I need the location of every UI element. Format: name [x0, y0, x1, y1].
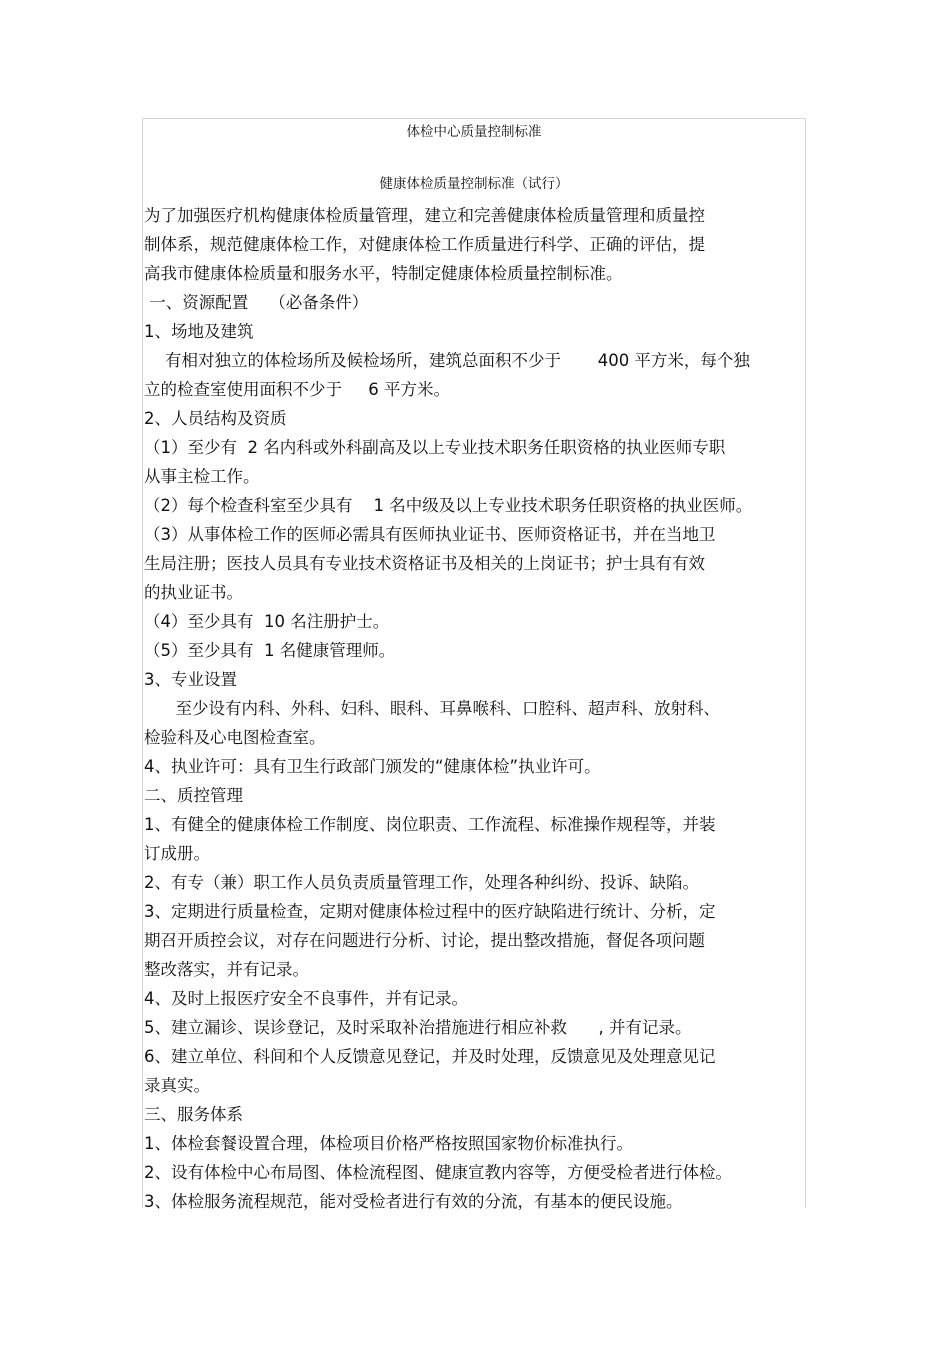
body-line: 立的检查室使用面积不少于 6 平方米。 [144, 380, 450, 399]
body-line: 至少设有内科、外科、妇科、眼科、耳鼻喉科、口腔科、超声科、放射科、 [144, 699, 720, 718]
body-line: 4、及时上报医疗安全不良事件，并有记录。 [144, 989, 468, 1008]
body-line: （2）每个检查科室至少具有 1 名中级及以上专业技术职务任职资格的执业医师。 [144, 496, 753, 515]
body-line: 2、设有体检中心布局图、体检流程图、健康宣教内容等，方便受检者进行体检。 [144, 1163, 732, 1182]
body-line: 高我市健康体检质量和服务水平，特制定健康体检质量控制标准。 [144, 264, 623, 283]
body-line: 的执业证书。 [144, 583, 243, 602]
body-line: 5、建立漏诊、误诊登记，及时采取补治措施进行相应补救 , 并有记录。 [144, 1018, 692, 1037]
body-line: 期召开质控会议，对存在问题进行分析、讨论，提出整改措施，督促各项问题 [144, 931, 705, 950]
body-line: （5）至少具有 1 名健康管理师。 [144, 641, 396, 660]
document-body [144, 201, 806, 1216]
body-line: 为了加强医疗机构健康体检质量管理，建立和完善健康体检质量管理和质量控 [144, 206, 705, 225]
subsection-heading: 2、人员结构及资质 [144, 409, 287, 428]
section-heading: 一、资源配置 （必备条件） [144, 293, 369, 312]
section-heading: 二、质控管理 [144, 786, 243, 805]
body-line: 从事主检工作。 [144, 467, 260, 486]
body-line: 有相对独立的体检场所及候检场所，建筑总面积不少于 400 平方米，每个独 [144, 351, 750, 370]
body-line: （1）至少有 2 名内科或外科副高及以上专业技术职务任职资格的执业医师专职 [144, 438, 726, 457]
body-line: 1、体检套餐设置合理，体检项目价格严格按照国家物价标准执行。 [144, 1134, 633, 1153]
body-line: （3）从事体检工作的医师必需具有医师执业证书、医师资格证书，并在当地卫 [144, 525, 716, 544]
subsection-heading: 1、场地及建筑 [144, 322, 254, 341]
body-line: 3、体检服务流程规范，能对受检者进行有效的分流，有基本的便民设施。 [144, 1192, 683, 1211]
body-line: 生局注册；医技人员具有专业技术资格证书及相关的上岗证书；护士具有有效 [144, 554, 705, 573]
subsection-heading: 3、专业设置 [144, 670, 237, 689]
body-line: 录真实。 [144, 1076, 210, 1095]
body-line: 6、建立单位、科间和个人反馈意见登记，并及时处理，反馈意见及处理意见记 [144, 1047, 716, 1066]
body-line: 4、执业许可：具有卫生行政部门颁发的“健康体检”执业许可。 [144, 757, 601, 776]
body-line: 2、有专（兼）职工作人员负责质量管理工作，处理各种纠纷、投诉、缺陷。 [144, 873, 699, 892]
body-line: （4）至少具有 10 名注册护士。 [144, 612, 390, 631]
document-subtitle: 健康体检质量控制标准（试行） [379, 176, 569, 192]
section-heading: 三、服务体系 [144, 1105, 243, 1124]
body-line: 3、定期进行质量检查，定期对健康体检过程中的医疗缺陷进行统计、分析，定 [144, 902, 716, 921]
body-line: 1、有健全的健康体检工作制度、岗位职责、工作流程、标准操作规程等，并装 [144, 815, 716, 834]
body-line: 制体系，规范健康体检工作，对健康体检工作质量进行科学、正确的评估，提 [144, 235, 705, 254]
body-line: 订成册。 [144, 844, 210, 863]
body-line: 检验科及心电图检查室。 [144, 728, 326, 747]
body-line: 整改落实，并有记录。 [144, 960, 309, 979]
document-title: 体检中心质量控制标准 [406, 124, 542, 140]
